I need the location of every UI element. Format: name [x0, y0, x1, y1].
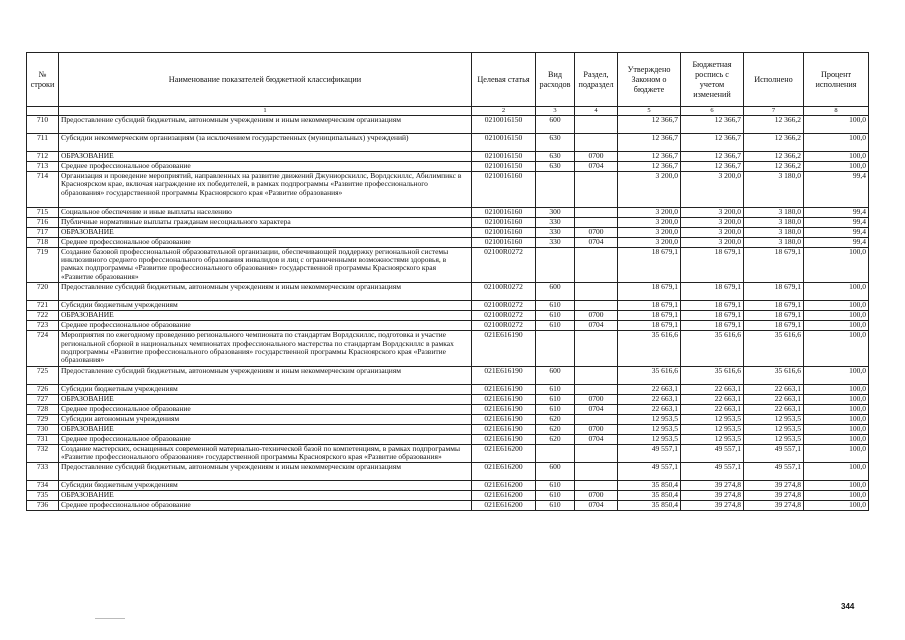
target-article-cell: 021E616200: [472, 444, 536, 462]
target-article-cell: 02100R0272: [472, 321, 536, 331]
executed-amount-cell: 35 616,6: [744, 331, 804, 367]
approved-amount-cell: 18 679,1: [618, 247, 681, 283]
row-name-cell: Среднее профессиональное образование: [59, 500, 472, 510]
target-article-cell: 0210016150: [472, 162, 536, 172]
executed-amount-cell: 12 366,2: [744, 116, 804, 134]
approved-amount-cell: 22 663,1: [618, 404, 681, 414]
roster-amount-cell: 35 616,6: [681, 331, 744, 367]
row-name-cell: Создание базовой профессиональной образовательной организации, обеспечивающей поддержку региональной системы инклюзивного среднего профессионального образования инвалидов и лиц с ограниченными возможностями здоровья, в рамках подпрограммы «Развитие профессионального образования» государственной программы Красноярского края «Развитие образования»: [59, 247, 472, 283]
percent-cell: 99,4: [804, 237, 869, 247]
roster-amount-cell: 12 366,7: [681, 152, 744, 162]
roster-amount-cell: 12 366,7: [681, 116, 744, 134]
row-number-cell: 730: [27, 424, 59, 434]
approved-amount-cell: 22 663,1: [618, 394, 681, 404]
executed-amount-cell: 35 616,6: [744, 366, 804, 384]
executed-amount-cell: 18 679,1: [744, 247, 804, 283]
column-number: 3: [536, 107, 575, 116]
roster-amount-cell: 3 200,0: [681, 207, 744, 217]
roster-amount-cell: 12 366,7: [681, 162, 744, 172]
executed-amount-cell: 18 679,1: [744, 301, 804, 311]
expense-kind-cell: 610: [536, 480, 575, 490]
table-row: [27, 172, 869, 208]
target-article-cell: 0210016160: [472, 207, 536, 217]
row-number-cell: 710: [27, 116, 59, 134]
table-row: [27, 424, 869, 434]
target-article-cell: 021E616190: [472, 434, 536, 444]
header-kind: Вид расходов: [536, 53, 575, 107]
row-name-cell: Организация и проведение мероприятий, направленных на развитие движений Джуниорскиллс, Ворлдскиллс, Абилимпикс в Красноярском крае, включая награждение их победителей, в рамках подпрограммы «Развитие профессионального образования» государственной программы Красноярского края «Развитие образования»: [59, 172, 472, 208]
row-number-cell: 734: [27, 480, 59, 490]
row-name-cell: Предоставление субсидий бюджетным, автономным учреждениям и иным некоммерческим организациям: [59, 366, 472, 384]
expense-kind-cell: [536, 444, 575, 462]
row-number-cell: 717: [27, 227, 59, 237]
expense-kind-cell: 600: [536, 116, 575, 134]
executed-amount-cell: 18 679,1: [744, 321, 804, 331]
roster-amount-cell: 3 200,0: [681, 227, 744, 237]
section-cell: 0704: [575, 434, 618, 444]
approved-amount-cell: 12 366,7: [618, 116, 681, 134]
header-target: Целевая статья: [472, 53, 536, 107]
table-row: [27, 227, 869, 237]
table-row: [27, 217, 869, 227]
table-row: [27, 444, 869, 462]
section-cell: 0700: [575, 490, 618, 500]
table-row: [27, 394, 869, 404]
table-row: [27, 434, 869, 444]
section-cell: 0700: [575, 394, 618, 404]
row-name-cell: Публичные нормативные выплаты гражданам несоциального характера: [59, 217, 472, 227]
roster-amount-cell: 3 200,0: [681, 237, 744, 247]
approved-amount-cell: 3 200,0: [618, 227, 681, 237]
roster-amount-cell: 49 557,1: [681, 444, 744, 462]
target-article-cell: 02100R0272: [472, 247, 536, 283]
executed-amount-cell: 12 953,5: [744, 424, 804, 434]
percent-cell: 100,0: [804, 384, 869, 394]
roster-amount-cell: 18 679,1: [681, 283, 744, 301]
row-name-cell: Субсидии некоммерческим организациям (за исключением государственных (муниципальных) учреждений): [59, 134, 472, 152]
expense-kind-cell: 300: [536, 207, 575, 217]
expense-kind-cell: [536, 247, 575, 283]
executed-amount-cell: 3 180,0: [744, 207, 804, 217]
target-article-cell: 021E616200: [472, 490, 536, 500]
row-number-cell: 728: [27, 404, 59, 414]
column-number-blank: [27, 107, 59, 116]
approved-amount-cell: 49 557,1: [618, 444, 681, 462]
table-row: [27, 490, 869, 500]
page-number: 344: [841, 602, 855, 611]
percent-cell: 100,0: [804, 434, 869, 444]
percent-cell: 100,0: [804, 152, 869, 162]
row-number-cell: 733: [27, 462, 59, 480]
section-cell: 0704: [575, 404, 618, 414]
table-row: [27, 321, 869, 331]
roster-amount-cell: 39 274,8: [681, 480, 744, 490]
percent-cell: 100,0: [804, 301, 869, 311]
table-row: [27, 283, 869, 301]
section-cell: [575, 366, 618, 384]
approved-amount-cell: 35 616,6: [618, 366, 681, 384]
column-number: 4: [575, 107, 618, 116]
row-name-cell: Предоставление субсидий бюджетным, автономным учреждениям и иным некоммерческим организациям: [59, 116, 472, 134]
section-cell: [575, 384, 618, 394]
header-num: № строки: [27, 53, 59, 107]
approved-amount-cell: 12 366,7: [618, 162, 681, 172]
column-numbers-row: [27, 107, 869, 116]
row-name-cell: Среднее профессиональное образование: [59, 321, 472, 331]
table-row: [27, 480, 869, 490]
row-name-cell: Создание мастерских, оснащенных современной материально-технической базой по компетенциям, в рамках подпрограммы «Развитие профессионального образования» государственной программы Красноярского края «Развитие образования»: [59, 444, 472, 462]
roster-amount-cell: 12 366,7: [681, 134, 744, 152]
executed-amount-cell: 12 366,2: [744, 152, 804, 162]
approved-amount-cell: 18 679,1: [618, 321, 681, 331]
approved-amount-cell: 3 200,0: [618, 237, 681, 247]
expense-kind-cell: 610: [536, 321, 575, 331]
table-row: [27, 404, 869, 414]
section-cell: 0700: [575, 311, 618, 321]
row-name-cell: Мероприятия по ежегодному проведению регионального чемпионата по стандартам Ворлдскиллс, подготовка и участие региональной сборной в национальных чемпионатах профессионального мастерства по стандартам Ворлдскиллс в рамках подпрограммы «Развитие профессионального образования» государственной программы Красноярского края «Развитие образования»: [59, 331, 472, 367]
section-cell: [575, 134, 618, 152]
table-row: [27, 331, 869, 367]
section-cell: [575, 331, 618, 367]
approved-amount-cell: 18 679,1: [618, 311, 681, 321]
column-number: 2: [472, 107, 536, 116]
section-cell: 0700: [575, 424, 618, 434]
expense-kind-cell: 610: [536, 384, 575, 394]
row-number-cell: 724: [27, 331, 59, 367]
column-number: 6: [681, 107, 744, 116]
executed-amount-cell: 12 366,2: [744, 134, 804, 152]
table-row: [27, 301, 869, 311]
percent-cell: 100,0: [804, 424, 869, 434]
row-name-cell: ОБРАЗОВАНИЕ: [59, 424, 472, 434]
table-row: [27, 116, 869, 134]
section-cell: 0700: [575, 152, 618, 162]
budget-table: [26, 52, 869, 511]
row-name-cell: Субсидии бюджетным учреждениям: [59, 301, 472, 311]
expense-kind-cell: [536, 172, 575, 208]
row-number-cell: 720: [27, 283, 59, 301]
row-name-cell: ОБРАЗОВАНИЕ: [59, 394, 472, 404]
table-row: [27, 152, 869, 162]
column-number: 7: [744, 107, 804, 116]
executed-amount-cell: 12 366,2: [744, 162, 804, 172]
table-row: [27, 366, 869, 384]
table-row: [27, 500, 869, 510]
expense-kind-cell: 620: [536, 434, 575, 444]
expense-kind-cell: 610: [536, 394, 575, 404]
executed-amount-cell: 22 663,1: [744, 384, 804, 394]
header-percent: Процент исполнения: [804, 53, 869, 107]
roster-amount-cell: 12 953,5: [681, 434, 744, 444]
executed-amount-cell: 3 180,0: [744, 227, 804, 237]
section-cell: [575, 207, 618, 217]
header-roster: Бюджетная роспись с учетом изменений: [681, 53, 744, 107]
expense-kind-cell: 630: [536, 162, 575, 172]
table-row: [27, 384, 869, 394]
roster-amount-cell: 18 679,1: [681, 301, 744, 311]
roster-amount-cell: 22 663,1: [681, 394, 744, 404]
percent-cell: 100,0: [804, 134, 869, 152]
expense-kind-cell: 600: [536, 366, 575, 384]
percent-cell: 100,0: [804, 480, 869, 490]
percent-cell: 100,0: [804, 490, 869, 500]
section-cell: [575, 301, 618, 311]
percent-cell: 100,0: [804, 394, 869, 404]
roster-amount-cell: 39 274,8: [681, 490, 744, 500]
scan-mark: [95, 618, 125, 619]
approved-amount-cell: 12 953,5: [618, 424, 681, 434]
section-cell: [575, 217, 618, 227]
target-article-cell: 021E616190: [472, 366, 536, 384]
percent-cell: 100,0: [804, 444, 869, 462]
target-article-cell: 021E616190: [472, 331, 536, 367]
expense-kind-cell: [536, 331, 575, 367]
roster-amount-cell: 18 679,1: [681, 311, 744, 321]
column-number: 8: [804, 107, 869, 116]
section-cell: [575, 480, 618, 490]
section-cell: 0704: [575, 162, 618, 172]
row-number-cell: 713: [27, 162, 59, 172]
section-cell: 0700: [575, 227, 618, 237]
row-name-cell: Предоставление субсидий бюджетным, автономным учреждениям и иным некоммерческим организациям: [59, 283, 472, 301]
approved-amount-cell: 18 679,1: [618, 283, 681, 301]
target-article-cell: 021E616190: [472, 394, 536, 404]
approved-amount-cell: 22 663,1: [618, 384, 681, 394]
row-number-cell: 715: [27, 207, 59, 217]
table-row: [27, 462, 869, 480]
percent-cell: 99,4: [804, 217, 869, 227]
table-row: [27, 311, 869, 321]
approved-amount-cell: 49 557,1: [618, 462, 681, 480]
target-article-cell: 0210016150: [472, 134, 536, 152]
row-number-cell: 719: [27, 247, 59, 283]
executed-amount-cell: 3 180,0: [744, 217, 804, 227]
percent-cell: 100,0: [804, 283, 869, 301]
row-number-cell: 714: [27, 172, 59, 208]
approved-amount-cell: 35 850,4: [618, 480, 681, 490]
roster-amount-cell: 39 274,8: [681, 500, 744, 510]
row-name-cell: ОБРАЗОВАНИЕ: [59, 311, 472, 321]
section-cell: 0704: [575, 237, 618, 247]
roster-amount-cell: 3 200,0: [681, 217, 744, 227]
column-number: 1: [59, 107, 472, 116]
header-name: Наименование показателей бюджетной классификации: [59, 53, 472, 107]
executed-amount-cell: 22 663,1: [744, 394, 804, 404]
row-number-cell: 735: [27, 490, 59, 500]
expense-kind-cell: 620: [536, 414, 575, 424]
expense-kind-cell: 610: [536, 500, 575, 510]
percent-cell: 99,4: [804, 227, 869, 237]
expense-kind-cell: 620: [536, 424, 575, 434]
approved-amount-cell: 3 200,0: [618, 172, 681, 208]
roster-amount-cell: 3 200,0: [681, 172, 744, 208]
percent-cell: 100,0: [804, 321, 869, 331]
row-number-cell: 716: [27, 217, 59, 227]
row-name-cell: ОБРАЗОВАНИЕ: [59, 227, 472, 237]
target-article-cell: 0210016160: [472, 172, 536, 208]
row-number-cell: 729: [27, 414, 59, 424]
column-number: 5: [618, 107, 681, 116]
percent-cell: 100,0: [804, 162, 869, 172]
section-cell: [575, 116, 618, 134]
header-executed: Исполнено: [744, 53, 804, 107]
expense-kind-cell: 600: [536, 462, 575, 480]
percent-cell: 99,4: [804, 207, 869, 217]
section-cell: 0704: [575, 500, 618, 510]
section-cell: [575, 444, 618, 462]
target-article-cell: 021E616200: [472, 462, 536, 480]
approved-amount-cell: 35 850,4: [618, 490, 681, 500]
row-number-cell: 727: [27, 394, 59, 404]
expense-kind-cell: 630: [536, 152, 575, 162]
table-row: [27, 247, 869, 283]
roster-amount-cell: 18 679,1: [681, 247, 744, 283]
percent-cell: 100,0: [804, 500, 869, 510]
row-number-cell: 731: [27, 434, 59, 444]
expense-kind-cell: 330: [536, 237, 575, 247]
row-name-cell: Среднее профессиональное образование: [59, 434, 472, 444]
executed-amount-cell: 3 180,0: [744, 172, 804, 208]
roster-amount-cell: 49 557,1: [681, 462, 744, 480]
row-number-cell: 712: [27, 152, 59, 162]
percent-cell: 100,0: [804, 366, 869, 384]
roster-amount-cell: 18 679,1: [681, 321, 744, 331]
table-body: [27, 116, 869, 511]
row-name-cell: ОБРАЗОВАНИЕ: [59, 152, 472, 162]
row-name-cell: Социальное обеспечение и иные выплаты населению: [59, 207, 472, 217]
row-number-cell: 726: [27, 384, 59, 394]
target-article-cell: 021E616190: [472, 414, 536, 424]
percent-cell: 100,0: [804, 311, 869, 321]
row-number-cell: 718: [27, 237, 59, 247]
approved-amount-cell: 35 850,4: [618, 500, 681, 510]
target-article-cell: 021E616190: [472, 384, 536, 394]
percent-cell: 99,4: [804, 172, 869, 208]
section-cell: [575, 247, 618, 283]
expense-kind-cell: 610: [536, 301, 575, 311]
section-cell: [575, 172, 618, 208]
target-article-cell: 021E616200: [472, 480, 536, 490]
percent-cell: 100,0: [804, 116, 869, 134]
row-name-cell: Субсидии бюджетным учреждениям: [59, 384, 472, 394]
expense-kind-cell: 610: [536, 490, 575, 500]
percent-cell: 100,0: [804, 414, 869, 424]
row-number-cell: 722: [27, 311, 59, 321]
target-article-cell: 021E616190: [472, 424, 536, 434]
table-row: [27, 162, 869, 172]
section-cell: [575, 283, 618, 301]
executed-amount-cell: 3 180,0: [744, 237, 804, 247]
roster-amount-cell: 35 616,6: [681, 366, 744, 384]
executed-amount-cell: 39 274,8: [744, 490, 804, 500]
roster-amount-cell: 22 663,1: [681, 404, 744, 414]
executed-amount-cell: 12 953,5: [744, 434, 804, 444]
budget-table-sheet: [26, 52, 868, 511]
section-cell: 0704: [575, 321, 618, 331]
approved-amount-cell: 3 200,0: [618, 207, 681, 217]
approved-amount-cell: 12 953,5: [618, 414, 681, 424]
target-article-cell: 02100R0272: [472, 301, 536, 311]
approved-amount-cell: 3 200,0: [618, 217, 681, 227]
approved-amount-cell: 35 616,6: [618, 331, 681, 367]
row-number-cell: 721: [27, 301, 59, 311]
row-name-cell: ОБРАЗОВАНИЕ: [59, 490, 472, 500]
expense-kind-cell: 610: [536, 311, 575, 321]
header-section: Раздел, подраздел: [575, 53, 618, 107]
executed-amount-cell: 22 663,1: [744, 404, 804, 414]
row-number-cell: 736: [27, 500, 59, 510]
target-article-cell: 02100R0272: [472, 283, 536, 301]
header-approved: Утверждено Законом о бюджете: [618, 53, 681, 107]
executed-amount-cell: 39 274,8: [744, 500, 804, 510]
target-article-cell: 0210016160: [472, 217, 536, 227]
row-name-cell: Среднее профессиональное образование: [59, 404, 472, 414]
row-name-cell: Субсидии бюджетным учреждениям: [59, 480, 472, 490]
table-row: [27, 414, 869, 424]
expense-kind-cell: 630: [536, 134, 575, 152]
executed-amount-cell: 49 557,1: [744, 462, 804, 480]
percent-cell: 100,0: [804, 404, 869, 414]
target-article-cell: 0210016150: [472, 152, 536, 162]
row-name-cell: Субсидии автономным учреждениям: [59, 414, 472, 424]
row-number-cell: 711: [27, 134, 59, 152]
expense-kind-cell: 330: [536, 217, 575, 227]
percent-cell: 100,0: [804, 247, 869, 283]
percent-cell: 100,0: [804, 331, 869, 367]
executed-amount-cell: 49 557,1: [744, 444, 804, 462]
row-name-cell: Предоставление субсидий бюджетным, автономным учреждениям и иным некоммерческим организациям: [59, 462, 472, 480]
executed-amount-cell: 39 274,8: [744, 480, 804, 490]
row-number-cell: 725: [27, 366, 59, 384]
target-article-cell: 0210016150: [472, 116, 536, 134]
expense-kind-cell: 610: [536, 404, 575, 414]
table-row: [27, 237, 869, 247]
row-number-cell: 723: [27, 321, 59, 331]
table-row: [27, 207, 869, 217]
expense-kind-cell: 330: [536, 227, 575, 237]
approved-amount-cell: 12 366,7: [618, 134, 681, 152]
roster-amount-cell: 12 953,5: [681, 414, 744, 424]
approved-amount-cell: 12 366,7: [618, 152, 681, 162]
row-number-cell: 732: [27, 444, 59, 462]
approved-amount-cell: 12 953,5: [618, 434, 681, 444]
approved-amount-cell: 18 679,1: [618, 301, 681, 311]
target-article-cell: 021E616200: [472, 500, 536, 510]
section-cell: [575, 462, 618, 480]
row-name-cell: Среднее профессиональное образование: [59, 162, 472, 172]
roster-amount-cell: 22 663,1: [681, 384, 744, 394]
target-article-cell: 021E616190: [472, 404, 536, 414]
target-article-cell: 0210016160: [472, 237, 536, 247]
executed-amount-cell: 18 679,1: [744, 311, 804, 321]
target-article-cell: 02100R0272: [472, 311, 536, 321]
target-article-cell: 0210016160: [472, 227, 536, 237]
executed-amount-cell: 12 953,5: [744, 414, 804, 424]
row-name-cell: Среднее профессиональное образование: [59, 237, 472, 247]
section-cell: [575, 414, 618, 424]
expense-kind-cell: 600: [536, 283, 575, 301]
percent-cell: 100,0: [804, 462, 869, 480]
table-row: [27, 134, 869, 152]
roster-amount-cell: 12 953,5: [681, 424, 744, 434]
header-row: [27, 53, 869, 107]
executed-amount-cell: 18 679,1: [744, 283, 804, 301]
